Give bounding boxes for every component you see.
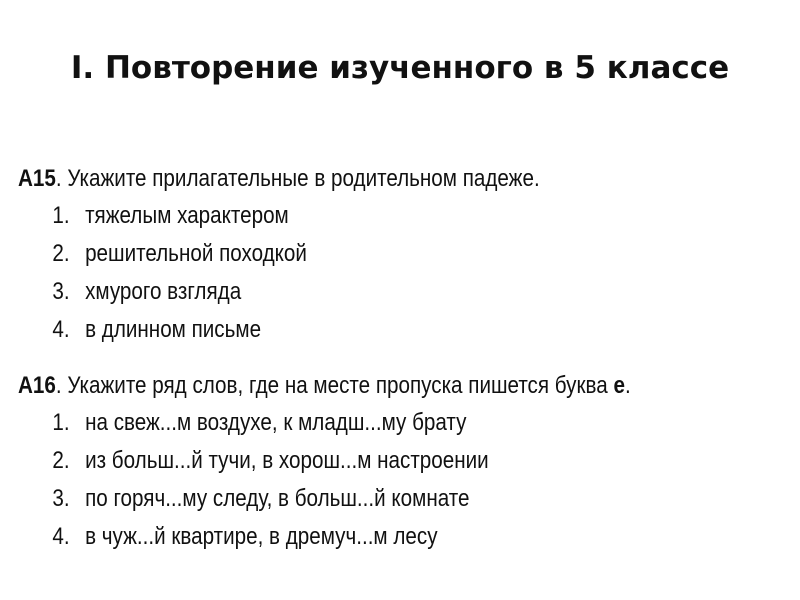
- option-text: хмурого взгляда: [85, 278, 242, 305]
- answer-options: [18, 197, 540, 349]
- question-end: .: [624, 372, 631, 399]
- option-text: решительной походкой: [85, 240, 307, 267]
- answer-option: [18, 311, 540, 349]
- option-text: в чуж...й квартире, в дремуч...м лесу: [85, 523, 438, 550]
- question-prompt: [18, 368, 631, 404]
- answer-option: [18, 480, 631, 518]
- question-text: . Укажите прилагательные в родительном падеже.: [55, 165, 540, 192]
- page-title: I. Повторение изученного в 5 классе: [70, 50, 730, 86]
- answer-option: [18, 197, 540, 235]
- option-number: 2.: [52, 240, 70, 267]
- option-number: 4.: [52, 523, 70, 550]
- answer-option: [18, 235, 540, 273]
- option-text: тяжелым характером: [85, 202, 289, 229]
- question-number: А16: [18, 372, 56, 399]
- option-number: 3.: [52, 278, 70, 305]
- option-text: в длинном письме: [85, 316, 262, 343]
- question-number: А15: [18, 165, 56, 192]
- question-a16: [18, 368, 631, 556]
- answer-option: [18, 442, 631, 480]
- option-text: по горяч...му следу, в больш...й комнате: [85, 485, 470, 512]
- question-a15: [18, 161, 540, 349]
- question-prompt: [18, 161, 540, 197]
- option-number: 4.: [52, 316, 70, 343]
- option-number: 2.: [52, 447, 70, 474]
- question-highlight: е: [613, 372, 625, 399]
- option-text: на свеж...м воздухе, к младш...му брату: [85, 409, 467, 436]
- option-number: 3.: [52, 485, 70, 512]
- option-number: 1.: [52, 202, 70, 229]
- question-text: . Укажите ряд слов, где на месте пропуска пишется буква: [55, 372, 614, 399]
- answer-option: [18, 518, 631, 556]
- answer-options: [18, 404, 631, 556]
- option-text: из больш...й тучи, в хорош...м настроении: [85, 447, 489, 474]
- option-number: 1.: [52, 409, 70, 436]
- answer-option: [18, 273, 540, 311]
- answer-option: [18, 404, 631, 442]
